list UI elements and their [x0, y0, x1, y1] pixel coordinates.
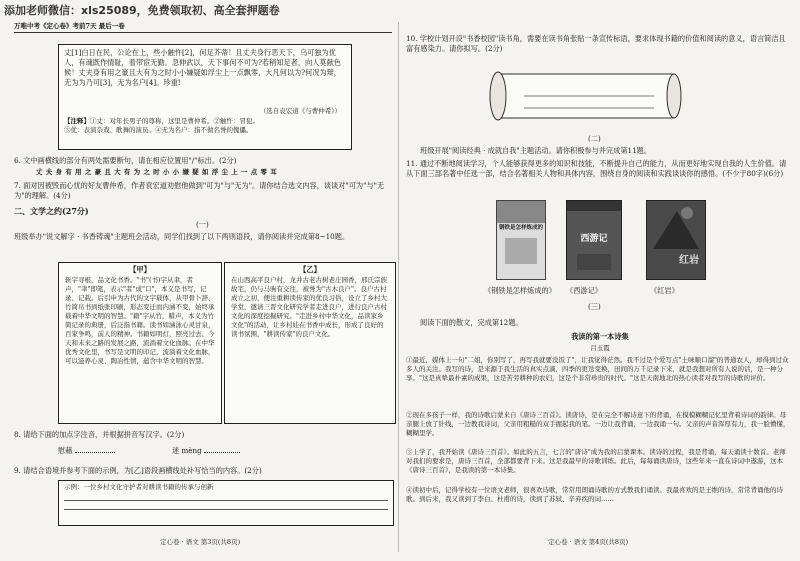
page-header: 万唯中考《定心卷》考前7天 最后一卷 — [14, 22, 125, 30]
q8-item1-answer[interactable] — [75, 452, 115, 453]
book-cover-3-title: 红岩 — [679, 255, 699, 266]
question-11: 11. 通过不断地阅读学习，个人能够获得更多的知识和技能，不断提升自己的能力，从而更好地实现自我的人生价值。请从下面三部名著中任选一部，结合名著相关人物和具体内容，围绕自身的阅读和实践谈谈你的感悟。(不少于80字)(6分) — [406, 159, 787, 178]
part-three-intro: 阅读下面的散文，完成第12题。 — [420, 318, 523, 327]
book-caption-3: 《红岩》 — [650, 286, 679, 295]
book-cover-2 — [566, 200, 622, 280]
part-two-intro: 班级开展"阅读经典 · 成就自我"主题活动。请你积极参与并完成第11题。 — [420, 146, 652, 155]
footer-right: 定心卷 · 语文 第4页(共8页) — [548, 538, 629, 546]
book-caption-2: 《西游记》 — [566, 286, 602, 295]
passage-yi-box — [224, 262, 396, 424]
classical-text-body: 丈[1]白日在民，公论在上，些小触忤[2]，何足芥蒂！且丈夫身行恶天下，乌可独为优人，有魂既作情耻，着带宦无勤。忽伸武以，天下事何不可为?若稍知足者，向人莫献色候！丈夫身有用之豪且大有为之时小小嫌疑如浮尘上一点飘零，大凡何以为?何况为辩，无为为乃可[3]，无为名户[4]。珍重! — [64, 48, 341, 87]
book-cover-1-title: 钢铁是怎样炼成的 — [499, 225, 544, 231]
note-label: 【注释】 — [64, 117, 90, 125]
passage-jia-box — [58, 262, 222, 424]
part-two-mark: (二) — [588, 134, 601, 143]
footer-left: 定心卷 · 语文 第3页(共8页) — [160, 538, 241, 546]
scroll-banner-illustration — [484, 66, 686, 126]
question-6-line: 丈 夫 身 有 用 之 豪 且 大 有 为 之 时 小 小 嫌 疑 如 浮 尘 上 一 点 零 耳 — [36, 168, 278, 176]
note-line-2: ③优：表演杂戏、歌舞的演员。④无为名户：指不做名誉的傀儡。 — [64, 126, 253, 134]
passage-yi-label: 【乙】 — [299, 265, 321, 274]
q8-item2-answer[interactable] — [204, 452, 240, 453]
section-2-title: 二、文学之约(27分) — [14, 206, 89, 216]
essay-paragraph-2: ②现在多孩子一样，我的诗歌启蒙来自《唐诗三百首》。读唐诗，是在完全不解诗意下的背诵，在模模糊糊记忆里背着诗词的韵律。母亲腿上放了针线，一边教我诗词，父亲用粗糙的双手握起我的笔。一边让我背诵，一边我诵一句。父亲的声音浑厚有力，我一脸懵懂，糊糊里学。 — [406, 411, 790, 437]
book-cover-2-title: 西游记 — [580, 234, 608, 244]
q8-item1-label: 慰藉 — [58, 446, 73, 455]
header-rule — [14, 32, 392, 33]
question-9: 9. 请结合语境并参考下面的示例，为[乙]语段画横线处补写恰当的内容。(2分) — [14, 466, 262, 475]
essay-paragraph-3: ③上学了，我开始读《唐诗三百首》。如此的五言，七言的"唐诗"成为我的启蒙课本。读诗的过程，我是背诵，每天诵读十数首。老师对我们的要求是，唐诗三百首，全部都要背下来。这是我最早的诗歌训练。此后，每每诵读唐诗，这些年来一直在诗词中遨游，这本《唐诗三百首》，是我读的第一本诗集。 — [406, 448, 786, 474]
part-one-mark: (一) — [196, 220, 209, 229]
essay-author: 吕玉霞 — [590, 344, 610, 352]
essay-paragraph-4: ④读初中后，记得学校有一位语文老师，很喜欢诗歌，常常用朗诵诗歌的方式教我们诵读。我最喜欢的是王维的诗，常常背诵他的诗歌。到后来，我又读到了李白、杜甫的诗，读到了苏轼、辛弃疾的词…… — [406, 486, 783, 503]
passage-jia-text: 斩字寻根，品文化书香。"书"(书)字从聿，者声，"聿"即笔，表示"者"成"口"，本义是书写，记录、记载。后引申为古代的文字载体，从甲骨卜辞、竹简帛书到纸张印刷，形态变迁而内涵不变，始终承载着中华文明的智慧。"籍"字从竹，耤声，本义为竹简记录的典册，后泛指书籍。读书如涵泳心灵甘泉，百家争鸣，前人的精神。书籍如明灯，照亮过去、今天和未来之路的发展之路，流淌着文化血脉。在中华优秀文化里，书写是文明的印记，流淌着文化血脉，可以滋养心灵、陶冶性情，蕴含中华文明的智慧。 — [65, 276, 215, 365]
question-8-item-1 — [58, 446, 115, 456]
essay-paragraph-1: ①最近，媒体上一句"二姐，你别写了，再写我就要没饭了"，让我觉得茫然。我不过是个爱写点"土味顺口溜"的普通农人，却得到过众多人的关注。我写的诗，是来源于我生活的真实点滴，四季的更迭变换，田间的万千记录下来，就是我想对所有人说的话，是一种分享。"这是真挚最朴素的成果，这是苦劳耕种的农妇，这是个非常珍贵的时代。"这是天南地北的热心读者对我写的诗歌的评价。 — [406, 356, 789, 382]
classical-text-box — [58, 44, 352, 150]
page-divider — [398, 22, 399, 552]
question-9-answer-box[interactable] — [58, 480, 394, 526]
part-one-intro: 班级举办"说文解字 · 书香铸魂"主题班会活动，同学们找到了以下两则语段，请你阅读并完成第8~10题。 — [14, 232, 350, 241]
passage-yi-text: 在山西高平良户村，龙井古老古树老庄园香，邢氏宗族故宅，仍与马驹有交往，被誉为"古木良户"。良户古村成立之初，便注重耕读传家的优良习俗，设立了乡村大学堂，邀请三晋文化研究学者走进良户，进行良户古村文化的深度挖掘研究。"走进乡村中华文化，品读家乡文化"的活动，让乡村娃在书香中成长，形成了良好的读书氛围，"耕读传家"的良户文化。 — [231, 276, 387, 338]
book-cover-3 — [646, 200, 706, 280]
top-watermark-text: 添加老师微信：xls25089，免费领取初、高全套押题卷 — [4, 4, 280, 17]
q8-item2-label: 迷 mèng — [172, 446, 202, 455]
question-6: 6. 文中画横线的部分有两处需要断句，请在相应位置用"/"标出。(2分) — [14, 156, 237, 165]
part-three-mark: (三) — [588, 302, 601, 311]
question-10: 10. 学校计划开设"书香校园"读书角，需要在读书角张贴一条宣传标语，要求体现书籍的价值和阅读的意义，语言简洁且富有感染力。请你拟写。(2分) — [406, 34, 786, 53]
question-9-example: 示例：一位乡村文化守护者对耕读书籍的传承与创新 — [64, 483, 214, 491]
question-8-item-2 — [172, 446, 240, 456]
question-8: 8. 请给下面的加点字注音，并根据拼音写汉字。(2分) — [14, 430, 185, 439]
book-cover-1 — [496, 200, 546, 280]
classical-text-source: （选自袁宏道《与曹仲希》） — [259, 107, 341, 115]
passage-jia-label: 【甲】 — [129, 265, 151, 274]
book-caption-1: 《钢铁是怎样炼成的》 — [484, 286, 556, 295]
question-7: 7. 面对因被毁而心忧的好友曹仲希，作者袁宏道劝慰他做到"可为"与"无为"。请你结合选文内容，谈谈对"可为"与"无为"的理解。(4分) — [14, 181, 385, 200]
note-line-1: ①丈：对年长男子的尊称，这里是曹仲希。②触忤：冒犯。 — [90, 117, 259, 125]
classical-text-notes — [59, 116, 351, 136]
essay-title: 我读的第一本诗集 — [571, 332, 629, 341]
